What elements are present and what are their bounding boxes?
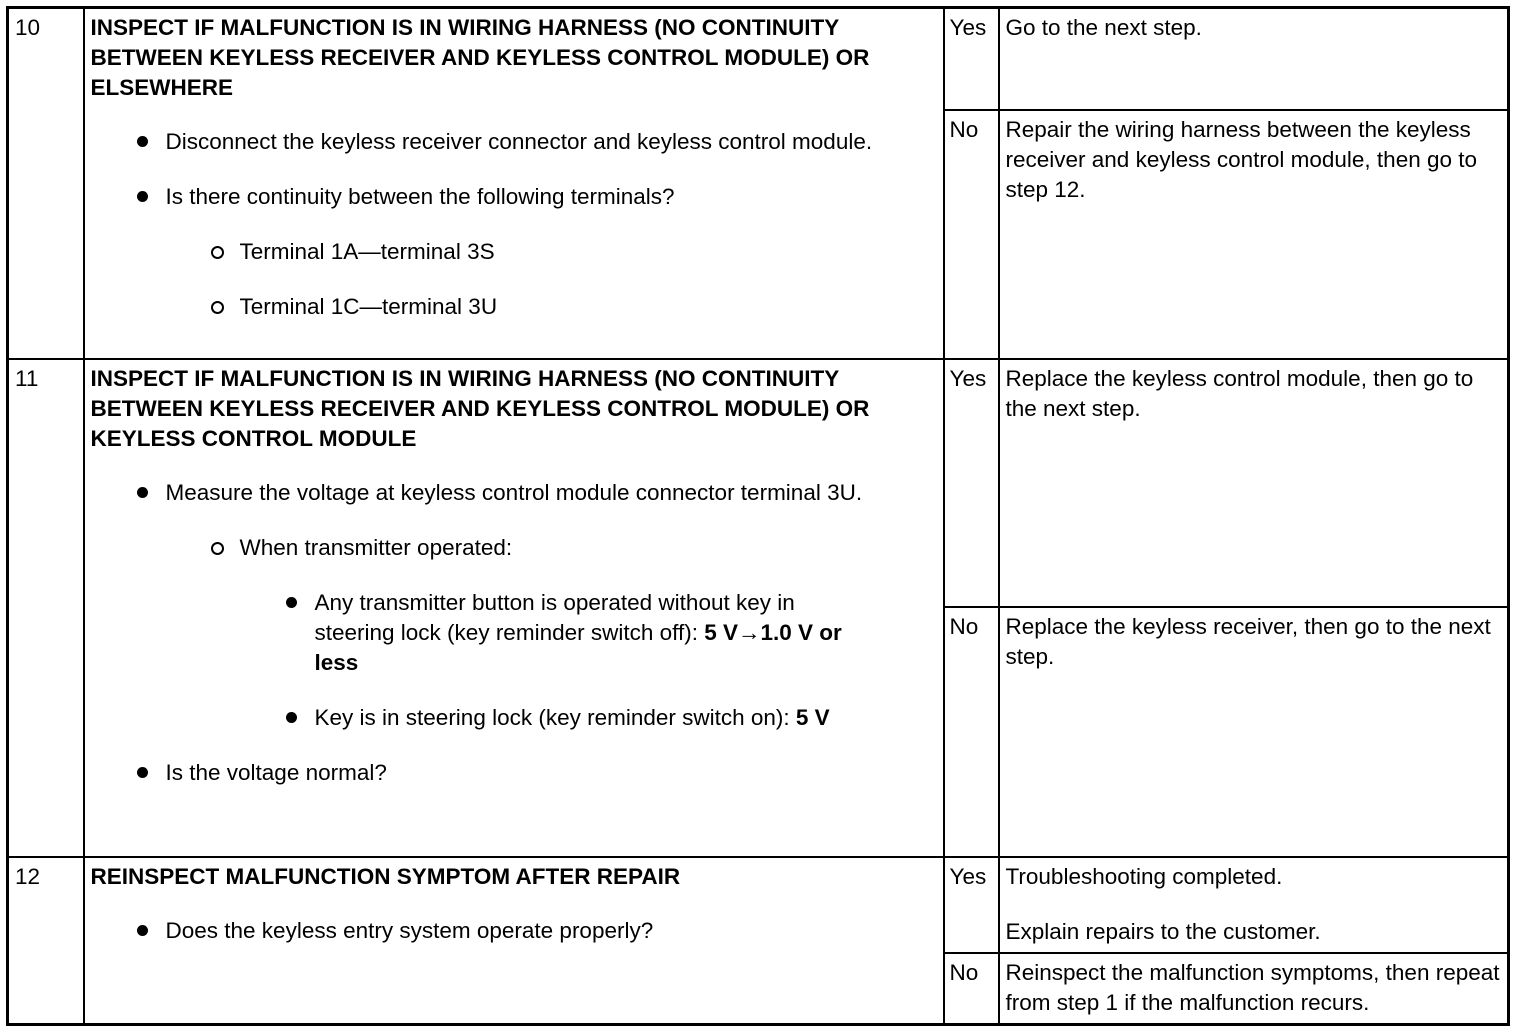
bullet-icon bbox=[137, 925, 148, 936]
circle-bullet-icon bbox=[211, 542, 224, 555]
no-action: Replace the keyless receiver, then go to the next step. bbox=[999, 607, 1509, 857]
list-item: When transmitter operated: bbox=[91, 533, 929, 563]
step-title: REINSPECT MALFUNCTION SYMPTOM AFTER REPAIR bbox=[90, 863, 681, 889]
yes-label: Yes bbox=[944, 359, 999, 607]
yes-action: Go to the next step. bbox=[999, 8, 1509, 110]
list-item: Measure the voltage at keyless control module connector terminal 3U. bbox=[91, 478, 929, 508]
bullet-icon bbox=[137, 136, 148, 147]
bullet-icon bbox=[286, 597, 297, 608]
circle-bullet-icon bbox=[211, 301, 224, 314]
list-item: Terminal 1C—terminal 3U bbox=[91, 292, 929, 322]
step-title: INSPECT IF MALFUNCTION IS IN WIRING HARNESS (NO CONTINUITY BETWEEN KEYLESS RECEIVER AND KEYLESS CONTROL MODULE) OR KEYLESS CONTROL MODULE bbox=[90, 365, 870, 451]
bullet-icon bbox=[137, 191, 148, 202]
step-description bbox=[84, 8, 944, 359]
step-description bbox=[84, 857, 944, 1025]
bullet-icon bbox=[137, 487, 148, 498]
no-action: Repair the wiring harness between the keyless receiver and keyless control module, then go to step 12. bbox=[999, 110, 1509, 359]
yes-action: Replace the keyless control module, then go to the next step. bbox=[999, 359, 1509, 607]
no-label: No bbox=[944, 607, 999, 857]
list-item: Terminal 1A—terminal 3S bbox=[91, 237, 929, 267]
step-title: INSPECT IF MALFUNCTION IS IN WIRING HARNESS (NO CONTINUITY BETWEEN KEYLESS RECEIVER AND KEYLESS CONTROL MODULE) OR ELSEWHERE bbox=[90, 15, 870, 100]
list-item: Key is in steering lock (key reminder switch on): 5 V bbox=[91, 703, 929, 733]
step-number: 12 bbox=[8, 857, 84, 1025]
list-item: Disconnect the keyless receiver connector and keyless control module. bbox=[91, 127, 929, 157]
circle-bullet-icon bbox=[211, 246, 224, 259]
troubleshooting-table bbox=[6, 6, 1510, 1026]
yes-action: Troubleshooting completed. Explain repairs to the customer. bbox=[999, 857, 1509, 953]
step-number: 11 bbox=[8, 359, 84, 857]
yes-label: Yes bbox=[944, 8, 999, 110]
list-item: Does the keyless entry system operate properly? bbox=[91, 916, 929, 946]
no-action: Reinspect the malfunction symptoms, then repeat from step 1 if the malfunction recurs. bbox=[999, 953, 1509, 1025]
step-description bbox=[84, 359, 944, 857]
step-number: 10 bbox=[8, 8, 84, 359]
list-item: Is there continuity between the following terminals? bbox=[91, 182, 929, 212]
list-item: Any transmitter button is operated without key in steering lock (key reminder switch off): 5 V→1.0 V or less bbox=[91, 588, 929, 678]
list-item: Is the voltage normal? bbox=[91, 758, 929, 788]
bullet-icon bbox=[286, 712, 297, 723]
bullet-icon bbox=[137, 767, 148, 778]
no-label: No bbox=[944, 953, 999, 1025]
yes-label: Yes bbox=[944, 857, 999, 953]
no-label: No bbox=[944, 110, 999, 359]
